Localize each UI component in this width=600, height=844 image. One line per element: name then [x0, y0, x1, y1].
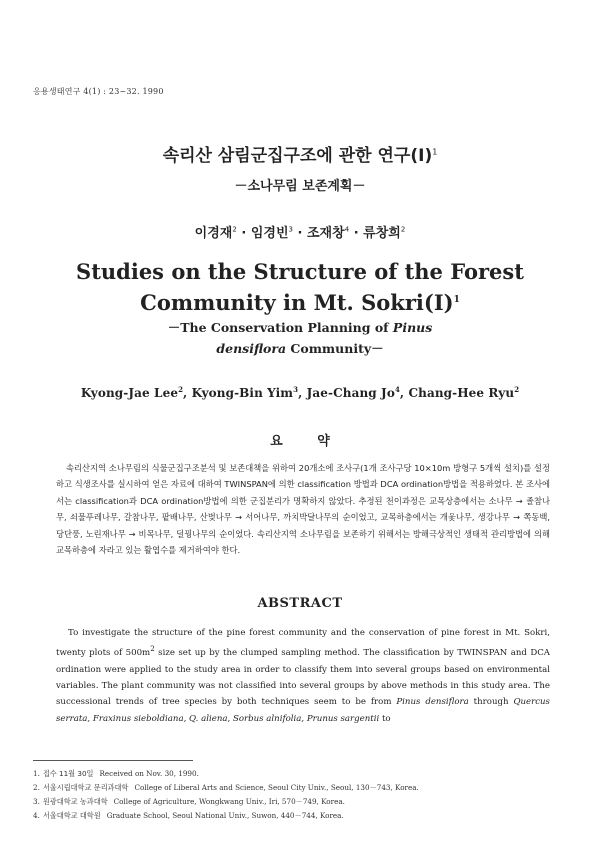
english-subtitle-genus: Pinus	[392, 320, 433, 335]
author-mark: 3	[288, 225, 293, 234]
english-subtitle-species: densiflora	[216, 341, 287, 356]
author-en: Kyong-Jae Lee	[80, 386, 179, 400]
korean-title-footnote-mark: 1	[432, 147, 438, 157]
korean-abstract-text: 속리산지역 소나무림의 식물군집구조분석 및 보존대책을 위하여 20개소에 조사구(1개 조사구당 10×10m 방형구 5개씩 설치)를 설정하고 식생조사를 실시하여 얻은 자료에 대하여 TWINSPAN에 의한 classification 방법과 DCA ordination방법을 적용하였다. 본 조사에서는 classification과 DCA ordination방법에 의한 군집분리가 명확하지 않았다. 추정된 천이과정은 교목상층에서는 소나무 → 졸참나무, 쇠물푸레나무, 갈참나무, 팥배나무, 산벚나무 → 서어나무, 까치박달나무의 순이었고, 교목하층에서는 개옻나무, 생강나무 → 쪽동백, 당단풍, 노린재나무 → 비목나무, 덜꿩나무의 순이었다. 속리산지역 소나무림을 보존하기 위해서는 방해극상적인 생태적 관리방법에 의해 교목하층에 자라고 있는 활엽수를 제거하여야 한다.	[56, 463, 550, 556]
author-mark: 3	[293, 385, 299, 394]
footnote-english: Received on Nov. 30, 1990.	[99, 769, 199, 778]
footnote-item	[33, 781, 553, 795]
footnote-english: College of Liberal Arts and Science, Seoul City Univ., Seoul, 130－743, Korea.	[134, 783, 419, 792]
footnote-number: 4.	[33, 811, 40, 820]
author-ko: 이경재	[194, 226, 233, 241]
english-title-line-2	[0, 286, 600, 317]
author-en: Jae-Chang Jo	[306, 386, 395, 400]
korean-title	[0, 141, 600, 166]
korean-title-text: 속리산 삼림군집구조에 관한 연구(I)	[162, 146, 433, 166]
korean-authors	[0, 222, 600, 241]
korean-abstract	[56, 460, 550, 558]
footnote-english: College of Agriculture, Wongkwang Univ., Iri, 570－749, Korea.	[113, 797, 345, 806]
author-separator: ·	[241, 226, 247, 241]
author-mark: 2	[232, 225, 237, 234]
author-separator: ·	[297, 226, 303, 241]
english-subtitle-line-2	[0, 338, 600, 359]
footnote-item	[33, 795, 553, 809]
footnote-number: 3.	[33, 797, 40, 806]
author-ko: 임경빈	[250, 226, 289, 241]
footnote-korean: 원광대학교 농과대학	[42, 797, 108, 806]
english-title	[0, 258, 600, 317]
footnotes	[33, 767, 553, 823]
footnote-korean: 서울시립대학교 문리과대학	[42, 783, 129, 792]
korean-subtitle: －소나무림 보존계획－	[234, 179, 366, 194]
footnote-divider	[33, 760, 193, 761]
footnote-number: 1.	[33, 769, 40, 778]
footnote-item	[33, 767, 553, 781]
english-abstract-text	[56, 625, 550, 727]
area-superscript: 2	[150, 644, 155, 654]
author-mark: 2	[178, 385, 184, 394]
english-title-line-1: Studies on the Structure of the Forest	[76, 259, 524, 284]
english-subtitle	[0, 317, 600, 359]
english-title-footnote-mark: 1	[453, 295, 460, 305]
author-ko: 류창희	[363, 226, 401, 241]
author-mark: 4	[394, 385, 400, 394]
author-mark: 2	[400, 225, 406, 234]
abstract-text-part: To investigate the structure of the pine forest community and the conservation of pine forest in Mt. Sokri, twenty plots of 500m	[56, 628, 550, 659]
species-list: Quercus serrata, Fraxinus sieboldiana, Q. aliena, Sorbus alnifolia, Prunus sargentii	[56, 697, 550, 724]
footnote-english: Graduate School, Seoul National Univ., Suwon, 440－744, Korea.	[106, 811, 344, 820]
species-name: Pinus densiflora	[396, 697, 469, 708]
author-en: Chang-Hee Ryu	[408, 386, 515, 400]
english-abstract	[56, 625, 550, 727]
english-subtitle-suffix: Community－	[286, 341, 384, 356]
english-subtitle-prefix: －The Conservation Planning of	[167, 320, 393, 335]
english-abstract-heading: ABSTRACT	[257, 596, 343, 611]
author-separator: ·	[353, 226, 359, 241]
english-authors: Kyong-Jae Lee$^2$, Kyong-Bin Yim$^3$, Jae-Chang Jo$^4$, Chang-Hee Ryu$^2$	[80, 385, 520, 400]
journal-reference: 응용생태연구 4(1) : 23~32. 1990	[33, 87, 164, 96]
author-ko: 조재창	[307, 226, 345, 241]
footnote-item	[33, 809, 553, 823]
abstract-text-part: through	[468, 697, 514, 708]
footnote-korean: 서울대학교 대학원	[42, 811, 101, 820]
english-title-line-2-text: Community in Mt. Sokri(I)	[140, 290, 454, 315]
korean-abstract-heading: 요 약	[270, 434, 330, 449]
footnote-number: 2.	[33, 783, 40, 792]
abstract-text-part: size set up by the clumped sampling method. The classification by TWINSPAN and DCA ordination were applied to the study area in order to classify them into several groups based on environmental variables. The plant community was not classified into several groups by above methods in this study area. The successional trends of tree species by both techniques seem to be from	[56, 648, 550, 708]
author-en: Kyong-Bin Yim	[191, 386, 294, 400]
author-mark: 4	[344, 225, 350, 234]
footnote-korean: 접수 11월 30일	[42, 769, 94, 778]
english-subtitle-line-1	[0, 317, 600, 338]
author-mark: 2	[514, 385, 520, 394]
abstract-text-part: to	[379, 713, 391, 724]
